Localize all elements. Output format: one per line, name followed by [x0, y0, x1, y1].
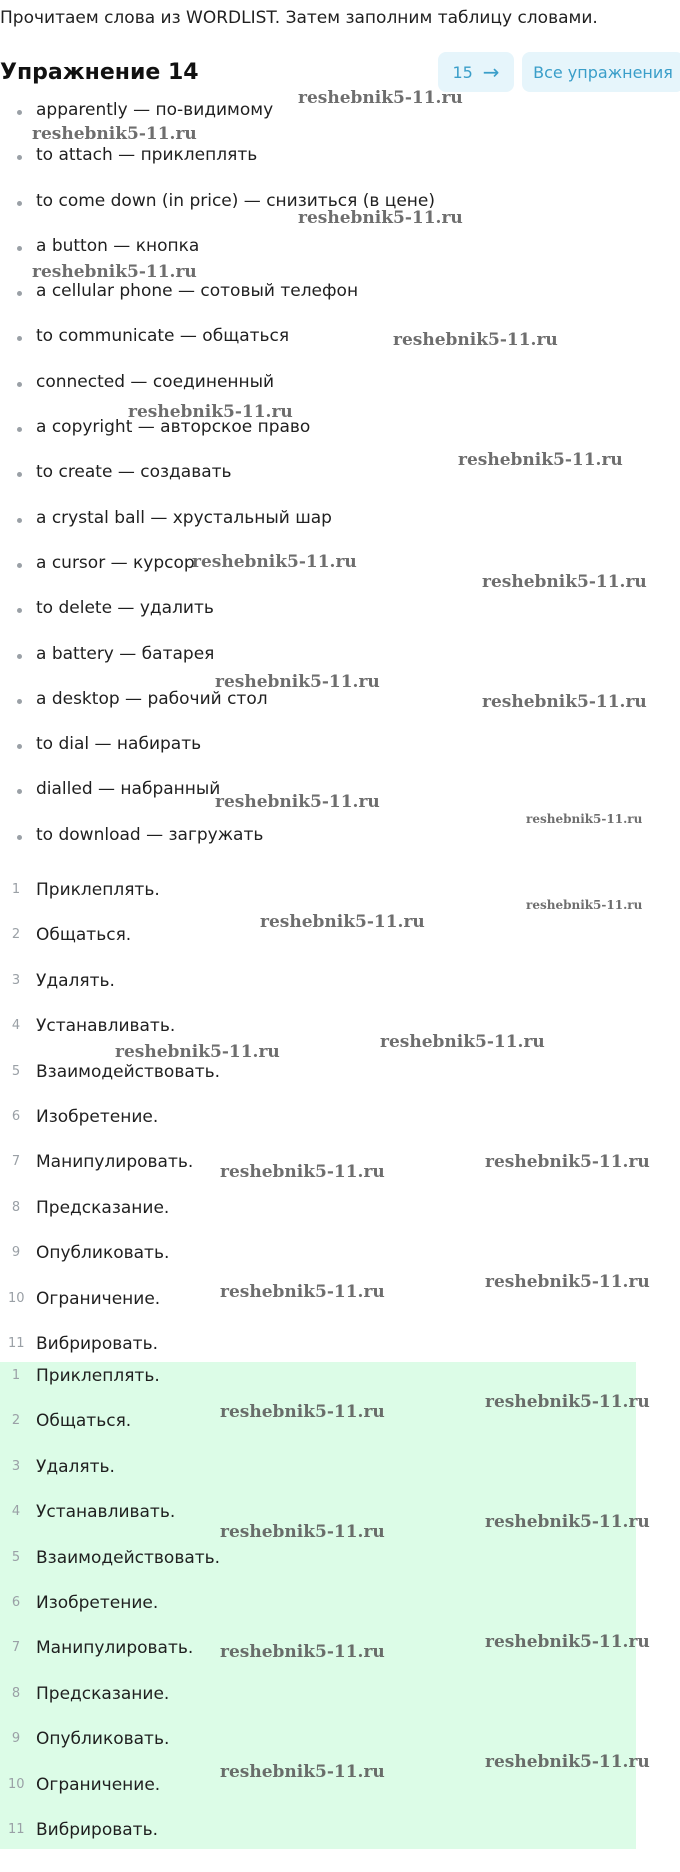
item-number: 11	[8, 1821, 25, 1837]
item-text: Изобретение.	[36, 1592, 159, 1613]
item-number: 6	[11, 1594, 21, 1610]
watermark: reshebnik5-11.ru	[220, 1162, 385, 1182]
word-item: a button — кнопка	[0, 232, 680, 277]
numbered-list	[0, 876, 680, 1375]
list-item	[0, 876, 680, 921]
item-number: 11	[8, 1335, 25, 1351]
all-exercises-label: Все упражнения	[533, 62, 673, 82]
item-number: 2	[11, 927, 21, 943]
item-number: 2	[11, 1413, 21, 1429]
item-text: Опубликовать.	[36, 1729, 170, 1750]
item-text: Приклеплять.	[36, 1366, 160, 1386]
item-text: Взаимодействовать.	[36, 1547, 221, 1568]
item-text: Устанавливать.	[36, 1502, 176, 1523]
word-item: connected — соединенный	[0, 368, 680, 413]
item-number: 8	[11, 1199, 21, 1215]
item-text: Опубликовать.	[36, 1243, 170, 1264]
list-item	[0, 1012, 680, 1057]
item-text: Приклеплять.	[36, 880, 160, 900]
list-item	[0, 1058, 680, 1103]
list-item	[0, 1453, 680, 1498]
list-item	[0, 1498, 680, 1543]
watermark: reshebnik5-11.ru	[485, 1752, 650, 1772]
word-item: a copyright — авторское право	[0, 413, 680, 458]
word-item: apparently — по-видимому	[0, 96, 680, 141]
item-number: 5	[11, 1549, 21, 1565]
list-item	[0, 1362, 680, 1407]
item-text: Общаться.	[36, 1411, 132, 1432]
watermark: reshebnik5-11.ru	[215, 792, 380, 812]
next-exercise-label: 15	[452, 62, 473, 82]
watermark: reshebnik5-11.ru	[128, 402, 293, 422]
list-item	[0, 1725, 680, 1770]
item-text: Вибрировать.	[36, 1333, 158, 1354]
watermark: reshebnik5-11.ru	[215, 672, 380, 692]
item-text: Устанавливать.	[36, 1016, 176, 1037]
watermark: reshebnik5-11.ru	[458, 450, 623, 470]
list-item	[0, 1239, 680, 1284]
watermark: reshebnik5-11.ru	[220, 1282, 385, 1302]
intro-text: Прочитаем слова из WORDLIST. Затем заполним таблицу словами.	[0, 8, 598, 28]
item-number: 9	[11, 1245, 21, 1261]
list-item	[0, 1544, 680, 1589]
watermark: reshebnik5-11.ru	[485, 1272, 650, 1292]
watermark: reshebnik5-11.ru	[32, 262, 197, 282]
watermark: reshebnik5-11.ru	[220, 1522, 385, 1542]
word-item: to download — загружать	[0, 821, 680, 866]
watermark: reshebnik5-11.ru	[485, 1392, 650, 1412]
item-number: 1	[11, 1368, 21, 1383]
watermark: reshebnik5-11.ru	[220, 1642, 385, 1662]
wordlist	[0, 96, 680, 866]
watermark: reshebnik5-11.ru	[526, 898, 643, 912]
item-text: Ограничение.	[36, 1288, 161, 1309]
watermark: reshebnik5-11.ru	[380, 1032, 545, 1052]
watermark: reshebnik5-11.ru	[485, 1152, 650, 1172]
watermark: reshebnik5-11.ru	[485, 1512, 650, 1532]
list-item	[0, 1103, 680, 1148]
item-number: 3	[11, 1458, 21, 1474]
highlighted-numbered-list	[0, 1362, 680, 1861]
watermark: reshebnik5-11.ru	[485, 1632, 650, 1652]
item-text: Удалять.	[36, 970, 115, 991]
item-text: Взаимодействовать.	[36, 1061, 221, 1082]
watermark: reshebnik5-11.ru	[220, 1402, 385, 1422]
item-number: 4	[11, 1504, 21, 1520]
item-number: 7	[11, 1154, 21, 1170]
watermark: reshebnik5-11.ru	[192, 552, 357, 572]
word-item: a battery — батарея	[0, 640, 680, 685]
item-text: Манипулировать.	[36, 1152, 194, 1173]
watermark: reshebnik5-11.ru	[220, 1762, 385, 1782]
word-item: dialled — набранный	[0, 775, 680, 820]
item-text: Общаться.	[36, 925, 132, 946]
item-number: 3	[11, 972, 21, 988]
word-item: to create — создавать	[0, 458, 680, 503]
next-exercise-button[interactable]	[438, 52, 514, 92]
word-item: to come down (in price) — снизиться (в цене)	[0, 187, 680, 232]
arrow-right-icon: →	[482, 60, 500, 84]
item-text: Ограничение.	[36, 1774, 161, 1795]
watermark: reshebnik5-11.ru	[32, 124, 197, 144]
item-number: 10	[8, 1290, 25, 1306]
item-text: Манипулировать.	[36, 1638, 194, 1659]
list-item	[0, 1634, 680, 1679]
list-item	[0, 1771, 680, 1816]
word-item: a desktop — рабочий стол	[0, 685, 680, 730]
watermark: reshebnik5-11.ru	[393, 330, 558, 350]
item-number: 1	[11, 882, 21, 897]
watermark: reshebnik5-11.ru	[298, 88, 463, 108]
item-number: 4	[11, 1018, 21, 1034]
watermark: reshebnik5-11.ru	[298, 208, 463, 228]
all-exercises-button[interactable]	[522, 52, 680, 92]
item-text: Изобретение.	[36, 1106, 159, 1127]
item-number: 10	[8, 1776, 25, 1792]
watermark: reshebnik5-11.ru	[526, 812, 643, 826]
item-text: Удалять.	[36, 1456, 115, 1477]
word-item: a cursor — курсор	[0, 549, 680, 594]
list-item	[0, 921, 680, 966]
item-number: 9	[11, 1731, 21, 1747]
word-item: to delete — удалить	[0, 594, 680, 639]
item-number: 7	[11, 1640, 21, 1656]
item-text: Вибрировать.	[36, 1819, 158, 1840]
item-text: Предсказание.	[36, 1683, 170, 1704]
word-item: a crystal ball — хрустальный шар	[0, 504, 680, 549]
item-number: 6	[11, 1108, 21, 1124]
list-item	[0, 1285, 680, 1330]
exercise-title: Упражнение 14	[0, 60, 199, 85]
item-text: Предсказание.	[36, 1197, 170, 1218]
watermark: reshebnik5-11.ru	[115, 1042, 280, 1062]
list-item	[0, 1194, 680, 1239]
list-item	[0, 967, 680, 1012]
word-item: to communicate — общаться	[0, 322, 680, 367]
list-item	[0, 1680, 680, 1725]
list-item	[0, 1148, 680, 1193]
list-item	[0, 1589, 680, 1634]
word-item: to dial — набирать	[0, 730, 680, 775]
word-item: a cellular phone — сотовый телефон	[0, 277, 680, 322]
watermark: reshebnik5-11.ru	[482, 572, 647, 592]
watermark: reshebnik5-11.ru	[260, 912, 425, 932]
list-item	[0, 1816, 680, 1861]
watermark: reshebnik5-11.ru	[482, 692, 647, 712]
item-number: 8	[11, 1685, 21, 1701]
list-item	[0, 1407, 680, 1452]
word-item: to attach — приклеплять	[0, 141, 680, 186]
item-number: 5	[11, 1063, 21, 1079]
